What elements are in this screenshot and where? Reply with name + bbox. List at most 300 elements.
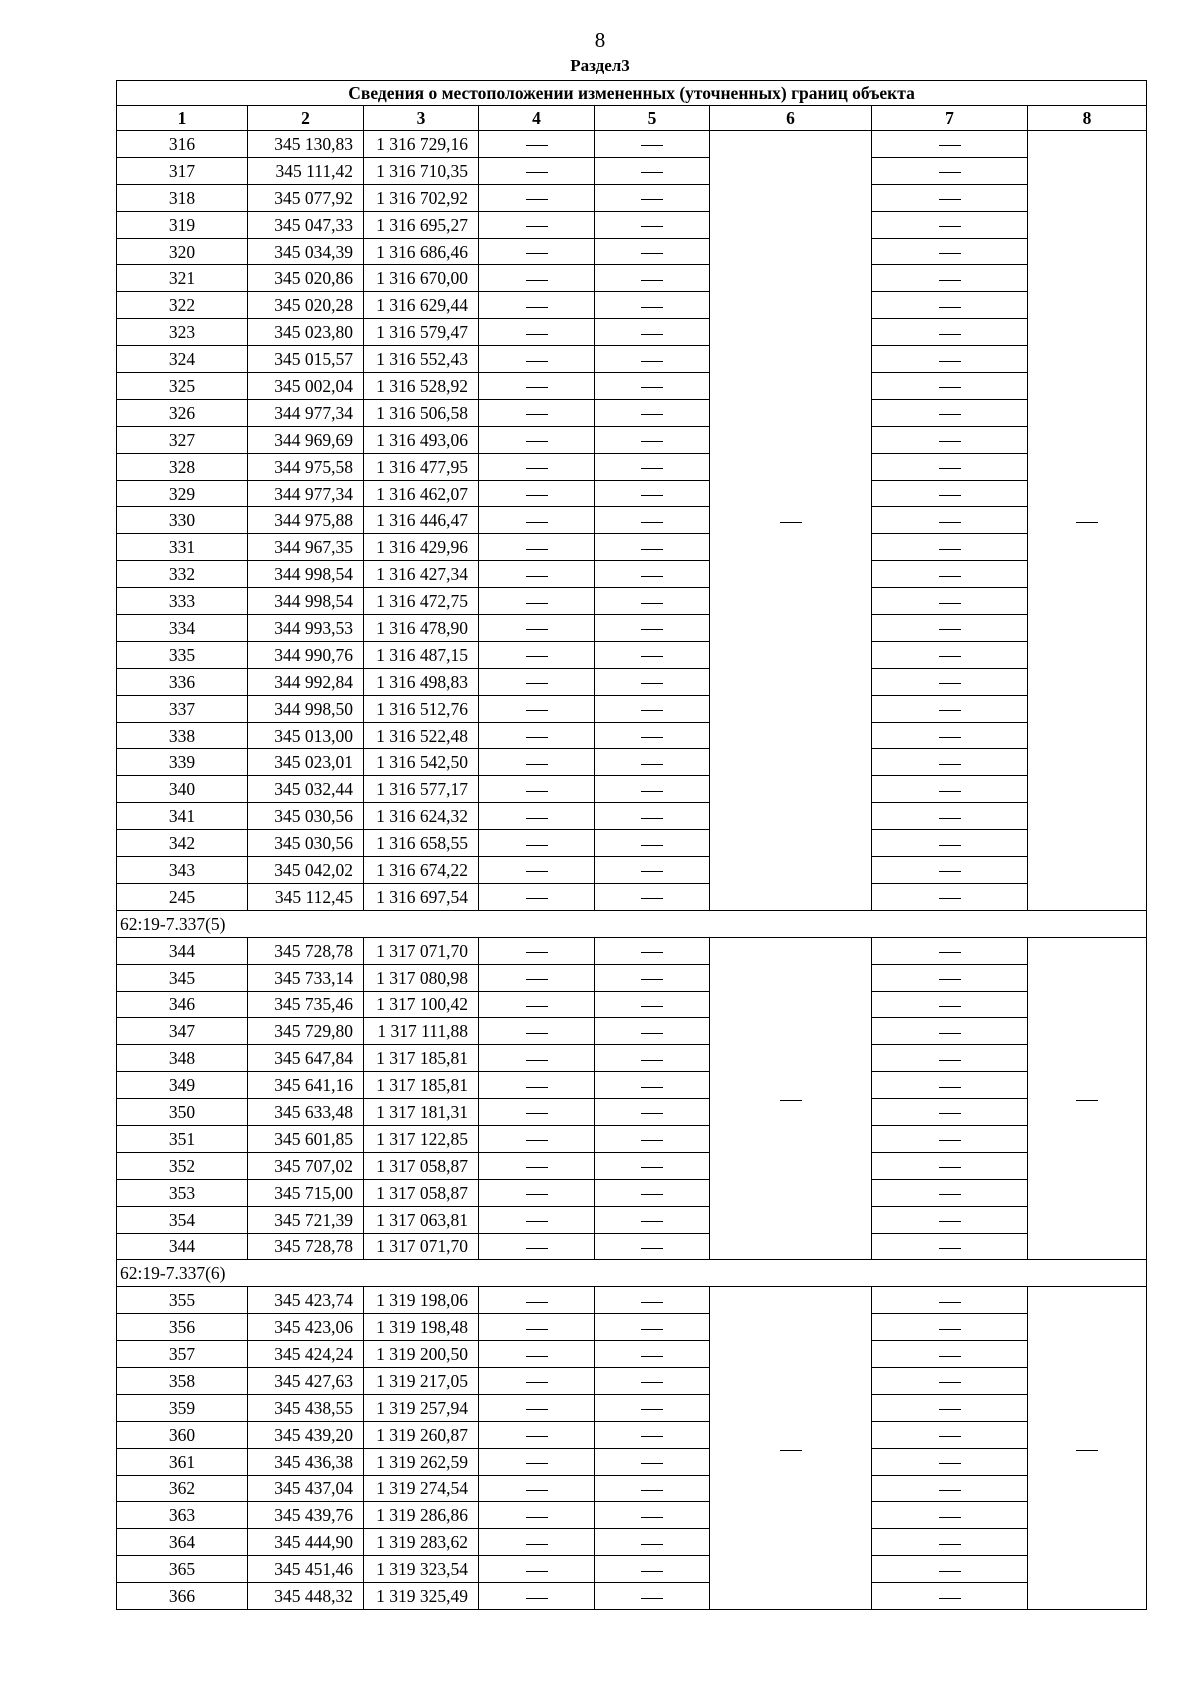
column-4-cell [479, 722, 595, 749]
column-7-cell [872, 238, 1028, 265]
dash-mark [939, 1382, 961, 1383]
dash-mark [526, 253, 548, 254]
x-coordinate-cell: 344 990,76 [248, 641, 364, 668]
column-5-cell [595, 561, 710, 588]
y-coordinate-cell: 1 316 542,50 [364, 749, 479, 776]
dash-mark [641, 1463, 663, 1464]
dash-mark [526, 280, 548, 281]
y-coordinate-cell: 1 316 506,58 [364, 399, 479, 426]
table-row [117, 1367, 1147, 1394]
y-coordinate-cell: 1 316 528,92 [364, 373, 479, 400]
column-4-cell [479, 1125, 595, 1152]
column-5-cell [595, 319, 710, 346]
column-5-cell [595, 749, 710, 776]
y-coordinate-cell: 1 317 058,87 [364, 1152, 479, 1179]
x-coordinate-cell: 345 032,44 [248, 776, 364, 803]
dash-mark [1076, 1100, 1098, 1101]
y-coordinate-cell: 1 316 579,47 [364, 319, 479, 346]
column-4-cell [479, 1099, 595, 1126]
table-row [117, 588, 1147, 615]
dash-mark [641, 1409, 663, 1410]
point-number-cell: 359 [117, 1394, 248, 1421]
y-coordinate-cell: 1 316 446,47 [364, 507, 479, 534]
dash-mark [641, 979, 663, 980]
column-4-cell [479, 588, 595, 615]
column-4-cell [479, 480, 595, 507]
column-7-cell [872, 1099, 1028, 1126]
point-number-cell: 339 [117, 749, 248, 776]
point-number-cell: 332 [117, 561, 248, 588]
column-5-cell [595, 1421, 710, 1448]
dash-mark [939, 1087, 961, 1088]
column-5-cell [595, 1206, 710, 1233]
table-row [117, 749, 1147, 776]
x-coordinate-cell: 345 015,57 [248, 346, 364, 373]
dash-mark [939, 1302, 961, 1303]
column-7-cell [872, 480, 1028, 507]
column-4-cell [479, 561, 595, 588]
dash-mark [526, 495, 548, 496]
column-5-cell [595, 265, 710, 292]
x-coordinate-cell: 344 967,35 [248, 534, 364, 561]
x-coordinate-cell: 345 715,00 [248, 1179, 364, 1206]
column-4-cell [479, 1583, 595, 1610]
point-number-cell: 354 [117, 1206, 248, 1233]
x-coordinate-cell: 345 439,76 [248, 1502, 364, 1529]
dash-mark [641, 1113, 663, 1114]
column-5-cell [595, 1179, 710, 1206]
dash-mark [939, 1167, 961, 1168]
point-number-cell: 329 [117, 480, 248, 507]
y-coordinate-cell: 1 319 262,59 [364, 1448, 479, 1475]
column-7-cell [872, 211, 1028, 238]
dash-mark [641, 683, 663, 684]
dash-mark [526, 334, 548, 335]
column-7-cell [872, 776, 1028, 803]
point-number-cell: 350 [117, 1099, 248, 1126]
column-6-merged-cell [710, 937, 872, 1260]
column-5-cell [595, 1045, 710, 1072]
dash-mark [939, 603, 961, 604]
group-label-row [117, 910, 1147, 937]
dash-mark [780, 1100, 802, 1101]
dash-mark [939, 898, 961, 899]
table-row [117, 265, 1147, 292]
y-coordinate-cell: 1 316 522,48 [364, 722, 479, 749]
column-7-cell [872, 399, 1028, 426]
y-coordinate-cell: 1 319 274,54 [364, 1475, 479, 1502]
point-number-cell: 336 [117, 668, 248, 695]
dash-mark [939, 361, 961, 362]
dash-mark [939, 1356, 961, 1357]
column-4-cell [479, 157, 595, 184]
dash-mark [641, 334, 663, 335]
y-coordinate-cell: 1 317 185,81 [364, 1045, 479, 1072]
column-7-cell [872, 453, 1028, 480]
dash-mark [939, 1140, 961, 1141]
y-coordinate-cell: 1 319 283,62 [364, 1529, 479, 1556]
column-7-cell [872, 668, 1028, 695]
table-row [117, 1152, 1147, 1179]
column-4-cell [479, 695, 595, 722]
column-4-cell [479, 534, 595, 561]
dash-mark [641, 710, 663, 711]
dash-mark [641, 1060, 663, 1061]
dash-mark [526, 1598, 548, 1599]
y-coordinate-cell: 1 316 624,32 [364, 803, 479, 830]
column-7-cell [872, 534, 1028, 561]
x-coordinate-cell: 345 042,02 [248, 857, 364, 884]
point-number-cell: 319 [117, 211, 248, 238]
point-number-cell: 363 [117, 1502, 248, 1529]
coordinates-table [116, 80, 1147, 1610]
dash-mark [641, 414, 663, 415]
column-7-cell [872, 803, 1028, 830]
column-5-cell [595, 1233, 710, 1260]
point-number-cell: 324 [117, 346, 248, 373]
column-7-cell [872, 1045, 1028, 1072]
column-header: 7 [872, 106, 1028, 131]
dash-mark [641, 656, 663, 657]
column-5-cell [595, 157, 710, 184]
column-7-cell [872, 265, 1028, 292]
point-number-cell: 349 [117, 1072, 248, 1099]
point-number-cell: 341 [117, 803, 248, 830]
dash-mark [641, 145, 663, 146]
column-5-cell [595, 641, 710, 668]
y-coordinate-cell: 1 317 181,31 [364, 1099, 479, 1126]
x-coordinate-cell: 345 729,80 [248, 1018, 364, 1045]
y-coordinate-cell: 1 316 498,83 [364, 668, 479, 695]
column-5-cell [595, 480, 710, 507]
column-4-cell [479, 1233, 595, 1260]
dash-mark [526, 441, 548, 442]
point-number-cell: 362 [117, 1475, 248, 1502]
dash-mark [526, 898, 548, 899]
column-4-cell [479, 883, 595, 910]
y-coordinate-cell: 1 319 198,06 [364, 1287, 479, 1314]
column-7-cell [872, 1502, 1028, 1529]
table-row [117, 1583, 1147, 1610]
x-coordinate-cell: 345 728,78 [248, 937, 364, 964]
column-header-row [117, 106, 1147, 131]
dash-mark [641, 495, 663, 496]
dash-mark [939, 172, 961, 173]
y-coordinate-cell: 1 317 071,70 [364, 937, 479, 964]
dash-mark [641, 522, 663, 523]
dash-mark [939, 549, 961, 550]
dash-mark [939, 818, 961, 819]
column-4-cell [479, 1502, 595, 1529]
y-coordinate-cell: 1 316 552,43 [364, 346, 479, 373]
column-header: 6 [710, 106, 872, 131]
column-4-cell [479, 857, 595, 884]
dash-mark [939, 468, 961, 469]
x-coordinate-cell: 344 975,88 [248, 507, 364, 534]
table-row [117, 1018, 1147, 1045]
table-row [117, 1529, 1147, 1556]
table-row [117, 426, 1147, 453]
column-7-cell [872, 641, 1028, 668]
y-coordinate-cell: 1 316 695,27 [364, 211, 479, 238]
column-7-cell [872, 319, 1028, 346]
dash-mark [939, 764, 961, 765]
table-row [117, 1556, 1147, 1583]
column-5-cell [595, 184, 710, 211]
y-coordinate-cell: 1 319 257,94 [364, 1394, 479, 1421]
column-5-cell [595, 1099, 710, 1126]
table-row [117, 131, 1147, 158]
column-4-cell [479, 964, 595, 991]
table-row [117, 1072, 1147, 1099]
dash-mark [641, 1544, 663, 1545]
x-coordinate-cell: 345 436,38 [248, 1448, 364, 1475]
column-7-cell [872, 1583, 1028, 1610]
dash-mark [526, 1436, 548, 1437]
point-number-cell: 356 [117, 1314, 248, 1341]
column-5-cell [595, 803, 710, 830]
dash-mark [939, 871, 961, 872]
column-7-cell [872, 373, 1028, 400]
table-row [117, 319, 1147, 346]
dash-mark [939, 1221, 961, 1222]
y-coordinate-cell: 1 317 058,87 [364, 1179, 479, 1206]
x-coordinate-cell: 345 601,85 [248, 1125, 364, 1152]
dash-mark [939, 307, 961, 308]
dash-mark [526, 1221, 548, 1222]
column-4-cell [479, 131, 595, 158]
column-5-cell [595, 830, 710, 857]
dash-mark [526, 576, 548, 577]
column-4-cell [479, 991, 595, 1018]
column-header: 1 [117, 106, 248, 131]
point-number-cell: 347 [117, 1018, 248, 1045]
column-7-cell [872, 131, 1028, 158]
column-4-cell [479, 507, 595, 534]
column-7-cell [872, 722, 1028, 749]
x-coordinate-cell: 345 444,90 [248, 1529, 364, 1556]
point-number-cell: 343 [117, 857, 248, 884]
table-row [117, 184, 1147, 211]
column-4-cell [479, 749, 595, 776]
table-caption: Сведения о местоположении измененных (уточненных) границ объекта [117, 81, 1147, 106]
dash-mark [939, 1006, 961, 1007]
column-5-cell [595, 1583, 710, 1610]
column-5-cell [595, 695, 710, 722]
dash-mark [641, 1436, 663, 1437]
dash-mark [526, 764, 548, 765]
x-coordinate-cell: 345 020,28 [248, 292, 364, 319]
dash-mark [641, 1490, 663, 1491]
dash-mark [1076, 1450, 1098, 1451]
column-5-cell [595, 1502, 710, 1529]
y-coordinate-cell: 1 316 487,15 [364, 641, 479, 668]
column-4-cell [479, 399, 595, 426]
column-5-cell [595, 346, 710, 373]
dash-mark [526, 307, 548, 308]
table-row [117, 1448, 1147, 1475]
column-5-cell [595, 668, 710, 695]
dash-mark [526, 1033, 548, 1034]
column-5-cell [595, 1125, 710, 1152]
dash-mark [780, 1450, 802, 1451]
column-5-cell [595, 534, 710, 561]
dash-mark [939, 226, 961, 227]
column-4-cell [479, 1556, 595, 1583]
point-number-cell: 326 [117, 399, 248, 426]
column-7-cell [872, 857, 1028, 884]
column-7-cell [872, 1233, 1028, 1260]
column-5-cell [595, 615, 710, 642]
column-5-cell [595, 1152, 710, 1179]
dash-mark [641, 387, 663, 388]
point-number-cell: 353 [117, 1179, 248, 1206]
column-7-cell [872, 426, 1028, 453]
column-4-cell [479, 1529, 595, 1556]
dash-mark [526, 226, 548, 227]
x-coordinate-cell: 345 707,02 [248, 1152, 364, 1179]
x-coordinate-cell: 345 111,42 [248, 157, 364, 184]
column-7-cell [872, 1448, 1028, 1475]
dash-mark [526, 1194, 548, 1195]
dash-mark [641, 845, 663, 846]
column-7-cell [872, 830, 1028, 857]
y-coordinate-cell: 1 316 729,16 [364, 131, 479, 158]
dash-mark [939, 656, 961, 657]
x-coordinate-cell: 345 023,80 [248, 319, 364, 346]
column-7-cell [872, 883, 1028, 910]
dash-mark [526, 629, 548, 630]
y-coordinate-cell: 1 316 670,00 [364, 265, 479, 292]
x-coordinate-cell: 344 975,58 [248, 453, 364, 480]
column-5-cell [595, 1448, 710, 1475]
dash-mark [641, 576, 663, 577]
x-coordinate-cell: 345 641,16 [248, 1072, 364, 1099]
column-7-cell [872, 588, 1028, 615]
x-coordinate-cell: 344 998,54 [248, 561, 364, 588]
column-4-cell [479, 1448, 595, 1475]
column-7-cell [872, 346, 1028, 373]
y-coordinate-cell: 1 319 286,86 [364, 1502, 479, 1529]
dash-mark [939, 199, 961, 200]
y-coordinate-cell: 1 316 493,06 [364, 426, 479, 453]
column-5-cell [595, 373, 710, 400]
x-coordinate-cell: 345 013,00 [248, 722, 364, 749]
table-row [117, 803, 1147, 830]
group-label: 62:19-7.337(5) [117, 910, 1147, 937]
dash-mark [526, 683, 548, 684]
y-coordinate-cell: 1 316 629,44 [364, 292, 479, 319]
dash-mark [526, 845, 548, 846]
table-row [117, 480, 1147, 507]
dash-mark [526, 952, 548, 953]
column-4-cell [479, 1152, 595, 1179]
point-number-cell: 358 [117, 1367, 248, 1394]
column-4-cell [479, 1314, 595, 1341]
column-7-cell [872, 184, 1028, 211]
dash-mark [526, 549, 548, 550]
y-coordinate-cell: 1 319 260,87 [364, 1421, 479, 1448]
column-header: 2 [248, 106, 364, 131]
dash-mark [939, 1060, 961, 1061]
point-number-cell: 344 [117, 937, 248, 964]
point-number-cell: 366 [117, 1583, 248, 1610]
column-4-cell [479, 1287, 595, 1314]
column-4-cell [479, 238, 595, 265]
dash-mark [641, 253, 663, 254]
column-7-cell [872, 1367, 1028, 1394]
x-coordinate-cell: 345 034,39 [248, 238, 364, 265]
point-number-cell: 327 [117, 426, 248, 453]
section-title: Раздел3 [570, 56, 630, 75]
column-5-cell [595, 1475, 710, 1502]
dash-mark [526, 172, 548, 173]
x-coordinate-cell: 345 077,92 [248, 184, 364, 211]
dash-mark [526, 1248, 548, 1249]
dash-mark [641, 1006, 663, 1007]
x-coordinate-cell: 345 728,78 [248, 1233, 364, 1260]
dash-mark [526, 468, 548, 469]
dash-mark [641, 764, 663, 765]
y-coordinate-cell: 1 316 702,92 [364, 184, 479, 211]
column-4-cell [479, 1018, 595, 1045]
column-4-cell [479, 265, 595, 292]
column-5-cell [595, 507, 710, 534]
column-4-cell [479, 373, 595, 400]
table-row [117, 1421, 1147, 1448]
y-coordinate-cell: 1 316 477,95 [364, 453, 479, 480]
dash-mark [641, 952, 663, 953]
dash-mark [939, 1598, 961, 1599]
dash-mark [939, 737, 961, 738]
dash-mark [526, 387, 548, 388]
point-number-cell: 334 [117, 615, 248, 642]
x-coordinate-cell: 345 721,39 [248, 1206, 364, 1233]
column-5-cell [595, 1556, 710, 1583]
x-coordinate-cell: 345 437,04 [248, 1475, 364, 1502]
column-4-cell [479, 1206, 595, 1233]
point-number-cell: 328 [117, 453, 248, 480]
column-5-cell [595, 1367, 710, 1394]
x-coordinate-cell: 345 002,04 [248, 373, 364, 400]
dash-mark [526, 656, 548, 657]
dash-mark [526, 145, 548, 146]
point-number-cell: 344 [117, 1233, 248, 1260]
dash-mark [526, 1087, 548, 1088]
column-7-cell [872, 1206, 1028, 1233]
table-row [117, 964, 1147, 991]
dash-mark [641, 1598, 663, 1599]
x-coordinate-cell: 345 633,48 [248, 1099, 364, 1126]
point-number-cell: 245 [117, 883, 248, 910]
point-number-cell: 320 [117, 238, 248, 265]
column-header: 4 [479, 106, 595, 131]
column-header: 8 [1028, 106, 1147, 131]
page-number: 8 [594, 28, 606, 52]
dash-mark [939, 495, 961, 496]
column-4-cell [479, 346, 595, 373]
column-4-cell [479, 1475, 595, 1502]
x-coordinate-cell: 344 993,53 [248, 615, 364, 642]
column-header: 5 [595, 106, 710, 131]
x-coordinate-cell: 345 427,63 [248, 1367, 364, 1394]
column-5-cell [595, 1341, 710, 1368]
dash-mark [641, 226, 663, 227]
x-coordinate-cell: 345 023,01 [248, 749, 364, 776]
dash-mark [641, 1302, 663, 1303]
x-coordinate-cell: 344 969,69 [248, 426, 364, 453]
dash-mark [526, 1544, 548, 1545]
